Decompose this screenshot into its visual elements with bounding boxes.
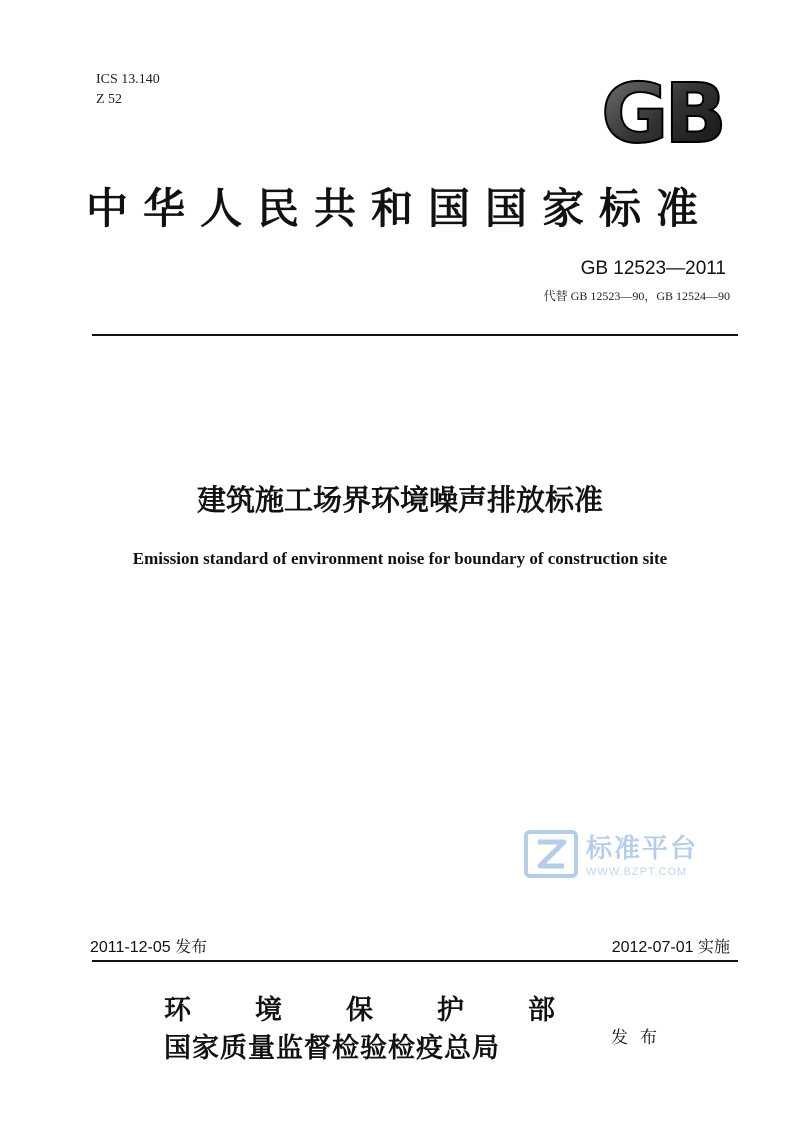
top-divider xyxy=(92,334,738,336)
bottom-divider xyxy=(92,960,738,962)
national-standard-title: 中华人民共和国国家标准 xyxy=(86,184,714,233)
issuer-aqsiq: 国家质量监督检验检疫总局 xyxy=(164,1033,500,1064)
watermark-name: 标准平台 xyxy=(586,834,699,864)
replaced-standards: 代替 GB 12523—90，GB 12524—90 xyxy=(543,289,730,303)
implementation-date: 2012-07-01 实施 xyxy=(611,939,730,956)
issue-date: 2011-12-05 发布 xyxy=(90,939,208,956)
standard-title-english: Emission standard of environment noise for boundary of construction site xyxy=(132,549,668,568)
standard-number: GB 12523—2011 xyxy=(580,258,726,279)
watermark-url: WWW.BZPT.COM xyxy=(586,866,688,878)
publish-label: 发布 xyxy=(611,1028,669,1048)
standard-title-chinese: 建筑施工场界环境噪声排放标准 xyxy=(196,483,603,517)
gb-logo xyxy=(592,72,732,152)
watermark-logo-icon xyxy=(524,830,578,878)
issuer-ministry: 环境保护部 xyxy=(164,995,619,1026)
gb-logo-text: GB xyxy=(601,72,723,152)
watermark xyxy=(524,826,734,890)
class-code: Z 52 xyxy=(96,92,123,107)
classification-codes xyxy=(96,70,160,110)
ics-code: ICS 13.140 xyxy=(96,72,160,87)
